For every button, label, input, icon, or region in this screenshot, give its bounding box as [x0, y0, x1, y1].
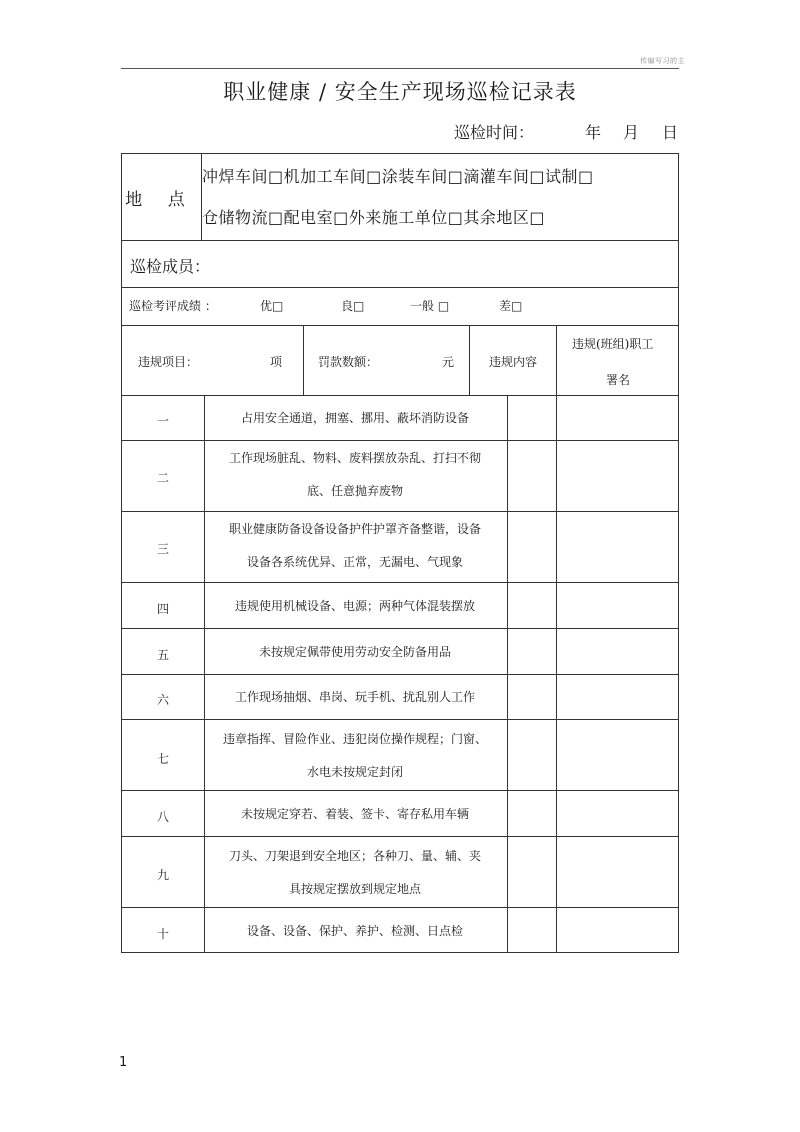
row-number: 九	[156, 868, 169, 882]
divider	[122, 240, 678, 241]
rating-option-excellent[interactable]: 优□	[260, 299, 284, 313]
year-label: 年	[585, 123, 602, 142]
divider	[122, 790, 678, 791]
row-description: 违章指挥、冒险作业、违犯岗位操作规程；门窗、 水电未按规定封闭	[222, 732, 487, 779]
location-options-line-1: 冲焊车间□机加工车间□涂装车间□滴灌车间□试制□	[202, 167, 594, 186]
row-number: 三	[156, 542, 169, 556]
divider	[469, 325, 470, 395]
divider	[122, 511, 678, 512]
fine-unit: 元	[442, 355, 455, 369]
page-title: 职业健康 / 安全生产现场巡检记录表	[223, 80, 577, 104]
divider	[122, 719, 678, 720]
row-number: 二	[156, 471, 169, 485]
row-description: 工作现场脏乱、物料、废料摆放杂乱、打扫不彻 底、任意抛弃废物	[228, 451, 481, 498]
inspection-table	[121, 153, 679, 953]
row-number: 五	[156, 648, 169, 662]
divider	[122, 582, 678, 583]
row-number: 十	[156, 927, 169, 941]
inspection-date-label: 巡检时间：	[454, 123, 535, 142]
row-number: 八	[156, 810, 169, 824]
row-description: 未按规定佩带使用劳动安全防备用品	[258, 645, 451, 659]
divider	[556, 325, 557, 395]
violation-content-header: 违规内容	[489, 355, 538, 369]
location-options-line-2: 仓储物流□配电室□外来施工单位□其余地区□	[202, 208, 545, 227]
divider	[122, 287, 678, 288]
row-number: 四	[156, 602, 169, 616]
divider	[303, 325, 304, 395]
rating-option-poor[interactable]: 差□	[499, 299, 523, 313]
row-description: 设备、设备、保护、养护、检测、日点检	[246, 924, 463, 938]
row-description: 工作现场抽烟、串岗、玩手机、扰乱别人工作	[234, 690, 475, 704]
rating-label: 巡检考评成绩 ：	[129, 299, 217, 313]
members-label: 巡检成员：	[130, 257, 211, 276]
row-description: 未按规定穿若、着装、签卡、寄存私用车辆	[240, 807, 469, 821]
divider	[122, 395, 678, 396]
header-note: 传编写习的主	[640, 57, 685, 65]
violation-items-label: 违规项目：	[138, 355, 199, 369]
row-description: 违规使用机械设备、电源；两种气体混装摆放	[234, 599, 475, 613]
month-label: 月	[623, 123, 640, 142]
row-description: 刀头、刀架退到安全地区；各种刀、量、辅、夹 具按规定摆放到规定地点	[228, 849, 481, 896]
divider	[122, 674, 678, 675]
page-number: 1	[119, 1055, 128, 1070]
items-unit: 项	[270, 355, 283, 369]
divider	[122, 440, 678, 441]
day-label: 日	[662, 123, 679, 142]
divider	[122, 836, 678, 837]
row-description: 占用安全通道，拥塞、挪用、蔽坏消防设备	[240, 411, 469, 425]
divider	[122, 325, 678, 326]
rating-option-good[interactable]: 良□	[341, 299, 365, 313]
row-number: 一	[156, 414, 169, 428]
divider	[122, 907, 678, 908]
row-description: 职业健康防备设备设备护件护罩齐备整谐，设备 设备各系统优异、正常，无漏电、气现象	[228, 522, 481, 569]
rating-option-average[interactable]: 一般 □	[410, 299, 450, 313]
location-label: 地 点	[125, 189, 195, 210]
signature-header-line-1: 违规(班组)职工	[572, 337, 654, 351]
row-number: 六	[156, 693, 169, 707]
row-number: 七	[156, 752, 169, 766]
signature-header-line-2: 署名	[606, 373, 631, 387]
fine-amount-label: 罚款数额：	[318, 355, 379, 369]
divider	[122, 628, 678, 629]
header-rule	[121, 68, 679, 69]
